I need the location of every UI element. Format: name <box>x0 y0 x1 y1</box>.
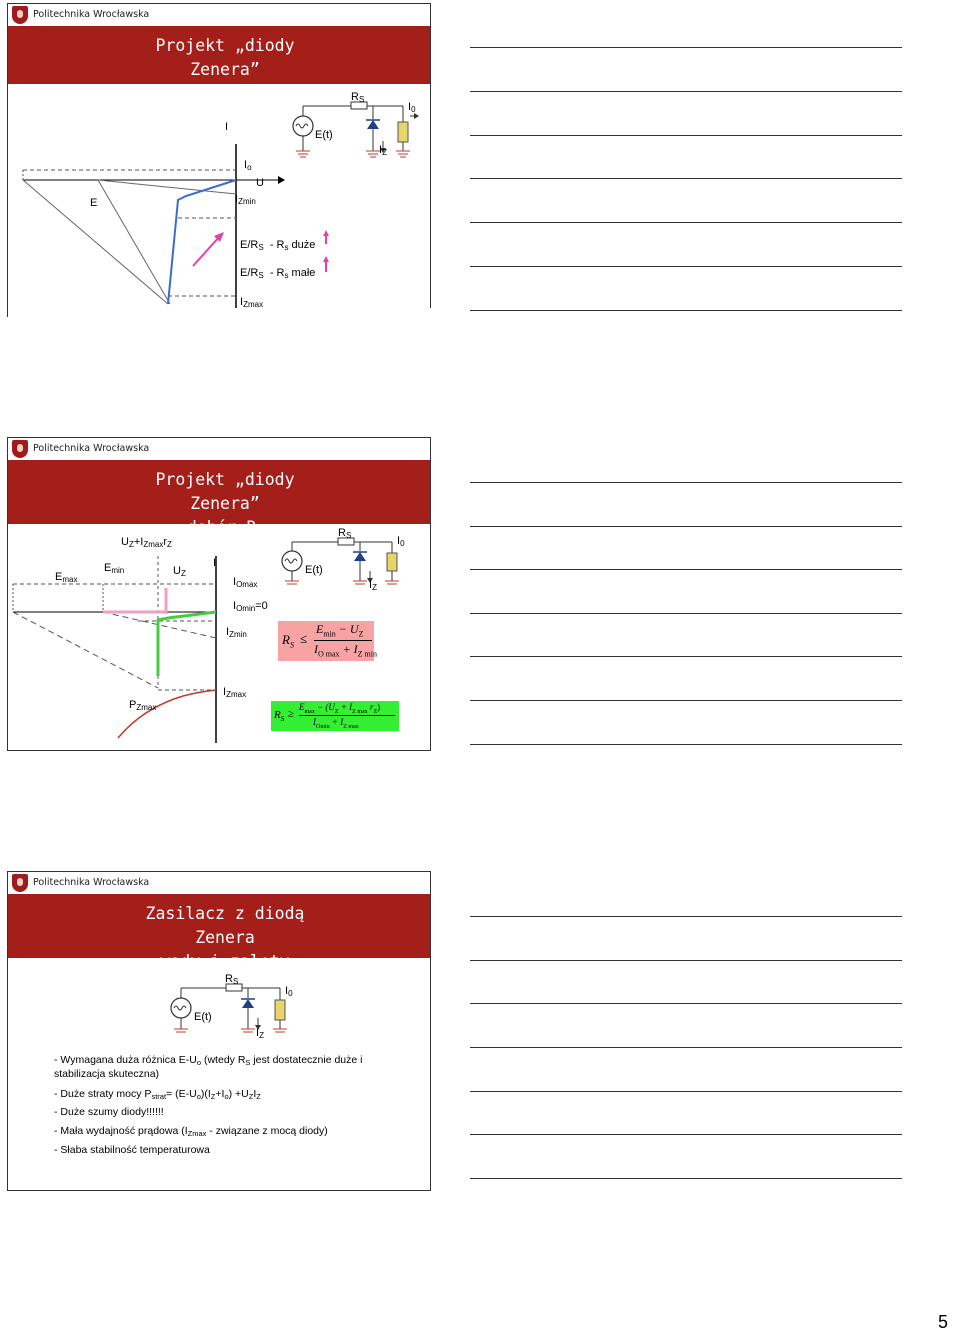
label-et: E(t) <box>315 129 333 141</box>
title-line-1: Zasilacz z diodą Zenera <box>145 904 305 947</box>
label-uz: $U_Z$ <box>173 565 186 578</box>
title-line-1: Projekt „diody Zenera” <box>155 36 295 79</box>
bullet-1-cont: stabilizacja skuteczna) <box>54 1068 160 1080</box>
label-izmin: $I_{Zmin}$ <box>235 193 256 206</box>
bullet-5: - Słaba stabilność temperaturowa <box>54 1144 210 1156</box>
label-uz-izmax-rz: $U_Z+I_{Zmax}r_Z$ <box>121 536 172 549</box>
label-rs: $R_S$ <box>351 91 365 104</box>
bullet-2: - Duże straty mocy $P_{strat}= (E-U_o)(I_Z+I_o) +U_ZI_Z$ <box>54 1088 261 1101</box>
label-rs: $R_S$ <box>338 527 352 540</box>
label-et: E(t) <box>305 564 323 576</box>
label-emin: $E_{min}$ <box>104 562 125 575</box>
bullet-3: - Duże szumy diody!!!!!! <box>54 1106 164 1118</box>
label-i0: $I_0$ <box>397 535 405 548</box>
title-line-2: dobór $R_S$ <box>186 518 264 541</box>
slide-1 <box>7 3 431 317</box>
zener-diode-icon <box>367 120 379 129</box>
university-name: Politechnika Wrocławska <box>33 877 150 888</box>
label-rs: $R_S$ <box>225 973 239 986</box>
bullet-4: - Mała wydajność prądowa ($I_{Zmax}$ - związane z mocą diody) <box>54 1125 328 1138</box>
formula-rs-max: $R_S$ ≤ $E_{min} - U_Z$ $I_{O max} + I_{Z min}$ <box>278 621 374 661</box>
slide-3 <box>7 871 431 1191</box>
label-u: U <box>256 177 264 189</box>
title-line-1: Projekt „diody Zenera” <box>155 470 295 513</box>
zener-diode-icon <box>354 552 366 561</box>
label-izmax: $I_{Zmax}$ <box>240 296 264 309</box>
load-icon <box>398 122 408 142</box>
zener-characteristic-diagram <box>8 4 432 318</box>
label-iz: $I_Z$ <box>256 1027 264 1040</box>
university-name: Politechnika Wrocławska <box>33 443 150 454</box>
label-i0: $I_0$ <box>408 101 416 114</box>
load-icon <box>387 553 397 571</box>
label-i: I <box>225 121 229 133</box>
university-name: Politechnika Wrocławska <box>33 9 150 20</box>
title-line-2: wady i zalety <box>160 952 290 971</box>
load-icon <box>275 1000 285 1020</box>
label-i0: $I_0$ <box>285 985 293 998</box>
label-emax: $E_{max}$ <box>55 571 78 584</box>
label-izmax: $I_{Zmax}$ <box>223 686 247 699</box>
bullet-1: - Wymagana duża różnica $E-U_o$ (wtedy $R_S$ jest dostatecznie duże i <box>54 1054 363 1067</box>
zener-diode-icon <box>242 999 254 1008</box>
label-iomax: $I_{Omax}$ <box>233 576 258 589</box>
page-number: 5 <box>938 1312 949 1332</box>
label-pzmax: $P_{Zmax}$ <box>129 699 157 712</box>
label-iz: $I_Z$ <box>369 579 377 592</box>
label-io: $I_o$ <box>244 159 252 172</box>
title-line-2: dobór $R_S$ <box>186 84 264 107</box>
label-e: E <box>90 197 98 209</box>
slide-2 <box>7 437 431 751</box>
label-et: E(t) <box>194 1011 212 1023</box>
label-iz: $I_Z$ <box>379 144 387 157</box>
label-i: I <box>213 557 217 569</box>
label-iomin: $I_{Omin}=0$ <box>233 600 268 613</box>
label-ers-big: $E/R_S - R_s$ duże <box>240 239 316 252</box>
label-ers-small: $E/R_S - R_s$ małe <box>240 267 316 280</box>
formula-rs-min: $R_S$ ≥ $E_{max} - (U_Z + I_{Z max}$ $r_Z$) $I_{Omin} + I_{Z max}$ <box>271 701 399 731</box>
label-izmin: $I_{Zmin}$ <box>226 626 247 639</box>
